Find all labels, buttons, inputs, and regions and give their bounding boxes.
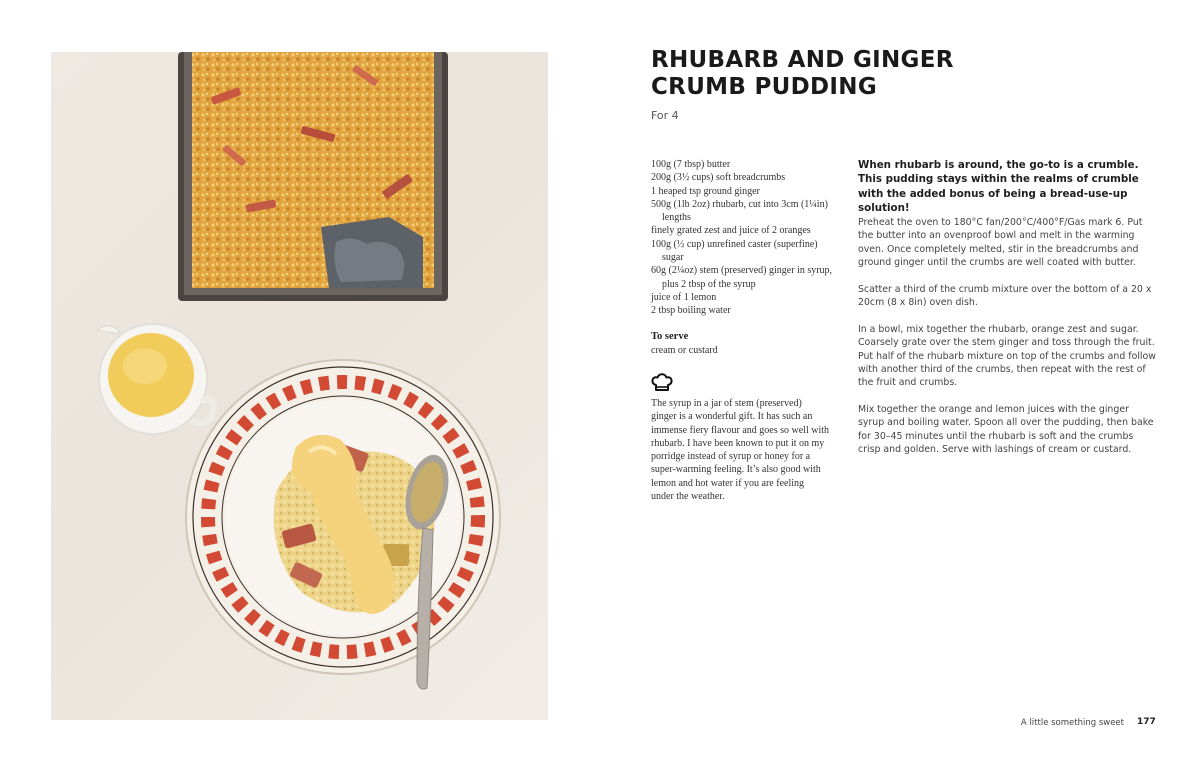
method-step: Scatter a third of the crumb mixture over the bottom of a 20 x 20cm (8 x 8in) oven dish. [858, 284, 1152, 309]
ingredient-item: 2 tbsp boiling water [651, 305, 731, 317]
method-step: Preheat the oven to 180°C fan/200°C/400°F/Gas mark 6. Put the butter into an ovenproof bowl and melt in the warming oven. Once completely melted, stir in the breadcrumbs and ground ginger until the crumbs are well coated with butter. [858, 217, 1143, 268]
baking-tin [178, 52, 448, 301]
ingredient-item: 100g (7 tbsp) butter [651, 159, 731, 170]
recipe-title: RHUBARB AND GINGER CRUMB PUDDING [651, 47, 954, 100]
tip-text: The syrup in a jar of stem (preserved) ginger is a wonderful gift. It has such an immense fiery flavour and goes so well with rhubarb. I have been known to put it on my porridge instead of syrup or honey for a super-warming feeling. It’s also good with lemon and hot water if you are feeling under the weather. [651, 398, 830, 503]
to-serve-item: cream or custard [651, 345, 718, 356]
ingredient-item: 100g (½ cup) unrefined caster (superfine) sugar [651, 238, 818, 264]
custard-jug [97, 324, 213, 434]
serves-label: For 4 [651, 109, 679, 122]
ingredient-item: finely grated zest and juice of 2 oranges [651, 225, 811, 237]
ingredient-item: 200g (3½ cups) soft breadcrumbs [651, 172, 786, 184]
to-serve-heading: To serve [651, 331, 689, 342]
recipe-intro: When rhubarb is around, the go-to is a crumble. This pudding stays within the realms of crumble with the added bonus of being a bread-use-up solution! [858, 159, 1139, 214]
ingredient-item: juice of 1 lemon [651, 291, 717, 303]
method-step: In a bowl, mix together the rhubarb, orange zest and sugar. Coarsely grate over the stem ginger and toss through the fruit. Put half of the rhubarb mixture on top of the crumbs and follow with another third of the crumbs, then repeat with the rest of the fruit and crumbs. [858, 324, 1156, 389]
ingredient-item: 60g (2¼oz) stem (preserved) ginger in syrup, plus 2 tbsp of the syrup [651, 265, 833, 290]
chef-hat-icon [651, 373, 673, 393]
ingredient-item: 500g (1lb 2oz) rhubarb, cut into 3cm (1¼in) lengths [651, 198, 828, 224]
ingredient-item: 1 heaped tsp ground ginger [651, 185, 760, 197]
section-title: A little something sweet [1020, 718, 1124, 728]
method-step: Mix together the orange and lemon juices with the ginger syrup and boiling water. Spoon all over the pudding, then bake for 30–45 minutes until the rhubarb is soft and the crumbs crisp and golden. Serve with lashings of cream or custard. [858, 404, 1154, 455]
recipe-photo [51, 52, 548, 720]
dessert-plate [186, 360, 500, 674]
page-number: 177 [1137, 717, 1156, 727]
ingredients-list [651, 158, 836, 318]
